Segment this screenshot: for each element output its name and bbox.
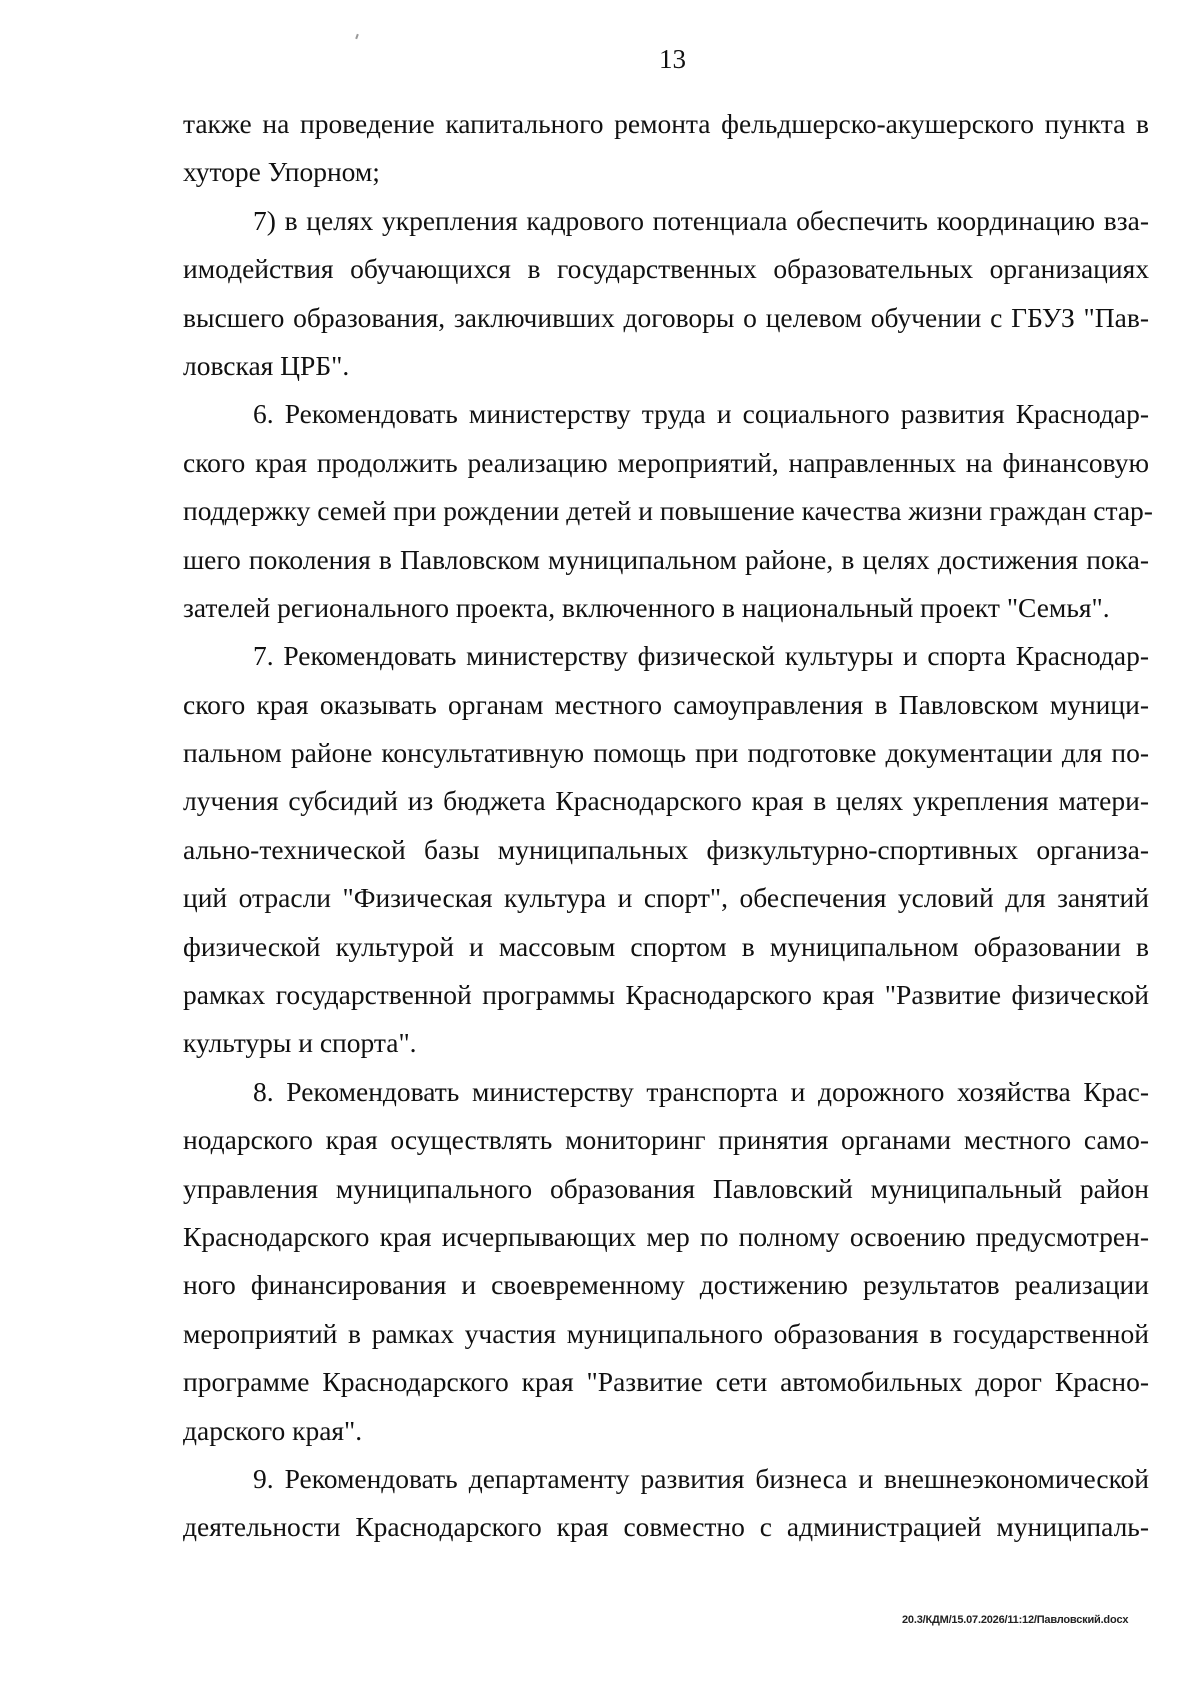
text-line: ного финансирования и своевременному достижению результатов реализации	[183, 1269, 1149, 1301]
text-line: ций отрасли "Физическая культура и спорт", обеспечения условий для занятий	[183, 882, 1149, 914]
text-line: зателей регионального проекта, включенного в национальный проект "Семья".	[183, 591, 1110, 623]
text-line: рамках государственной программы Краснодарского края "Развитие физической	[183, 979, 1149, 1011]
text-line: хуторе Упорном;	[183, 156, 380, 188]
text-line: ловская ЦРБ".	[183, 349, 350, 381]
text-line: мероприятий в рамках участия муниципального образования в государственной	[183, 1317, 1149, 1349]
text-line: физической культурой и массовым спортом в муниципальном образовании в	[183, 930, 1149, 962]
text-line: 9. Рекомендовать департаменту развития бизнеса и внешнеэкономической	[253, 1462, 1149, 1494]
text-line: Краснодарского края исчерпывающих мер по полному освоению предусмотрен-	[183, 1220, 1149, 1252]
text-line: также на проведение капитального ремонта фельдшерско-акушерского пункта в	[183, 108, 1149, 139]
text-line: дарского края".	[183, 1414, 363, 1446]
text-line: ского края продолжить реализацию мероприятий, направленных на финансовую	[183, 446, 1149, 478]
text-line: имодействия обучающихся в государственных образовательных организациях	[183, 253, 1149, 285]
text-line: пальном районе консультативную помощь при подготовке документации для по-	[183, 737, 1149, 769]
page-number: 13	[659, 44, 686, 74]
text-line: нодарского края осуществлять мониторинг принятия органами местного само-	[183, 1124, 1149, 1156]
text-line: 8. Рекомендовать министерству транспорта и дорожного хозяйства Крас-	[253, 1075, 1149, 1107]
document-footer-code: 20.3/КДМ/15.07.2026/11:12/Павловский.docx	[902, 1614, 1129, 1626]
text-line: управления муниципального образования Павловский муниципальный район	[183, 1172, 1149, 1204]
text-line: высшего образования, заключивших договоры о целевом обучении с ГБУЗ "Пав-	[183, 301, 1149, 333]
scan-speck	[355, 34, 359, 39]
text-line: шего поколения в Павловском муниципальном районе, в целях достижения пока-	[183, 543, 1149, 575]
text-line: программе Краснодарского края "Развитие сети автомобильных дорог Красно-	[183, 1366, 1149, 1398]
text-line: 6. Рекомендовать министерству труда и социального развития Краснодар-	[253, 398, 1149, 430]
text-line: 7) в целях укрепления кадрового потенциала обеспечить координацию вза-	[253, 204, 1149, 236]
text-line: ского края оказывать органам местного самоуправления в Павловском муници-	[183, 688, 1149, 720]
text-line: ально-технической базы муниципальных физкультурно-спортивных организа-	[183, 833, 1149, 865]
text-line: 7. Рекомендовать министерству физической культуры и спорта Краснодар-	[253, 640, 1149, 672]
text-line: поддержку семей при рождении детей и повышение качества жизни граждан стар-	[183, 495, 1153, 527]
text-line: культуры и спорта".	[183, 1027, 417, 1059]
body-text	[183, 100, 1153, 1552]
text-line: деятельности Краснодарского края совместно с администрацией муниципаль-	[183, 1511, 1149, 1543]
text-line: лучения субсидий из бюджета Краснодарского края в целях укрепления матери-	[183, 785, 1149, 817]
